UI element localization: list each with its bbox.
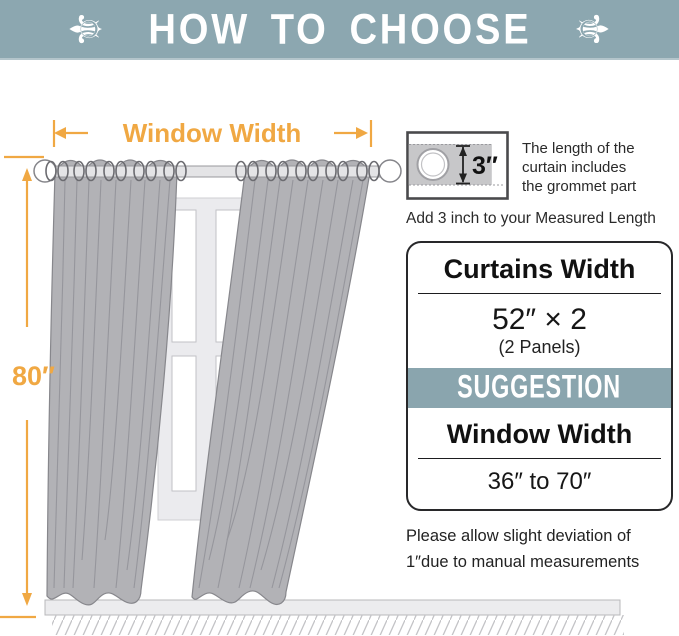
- floor: [45, 600, 624, 635]
- page-title: HOW TO CHOOSE: [147, 4, 532, 53]
- header-banner: [0, 0, 679, 60]
- window-width-header: Window Width: [446, 419, 633, 449]
- grommet-note-line-2: curtain includes: [522, 159, 627, 177]
- window-width-label: Window Width: [122, 118, 302, 148]
- height-measure: [0, 157, 55, 617]
- suggestion-table: [406, 241, 673, 511]
- grommet-size-label: 3″: [472, 152, 498, 180]
- deviation-footnote-line-1: Please allow slight deviation of: [406, 527, 631, 545]
- deviation-footnote-line-2: 1″due to manual measurements: [406, 552, 640, 571]
- curtains-width-value: 52″ × 2: [492, 303, 587, 336]
- height-label: 80″: [12, 361, 55, 391]
- fleur-de-lis-icon-right: ⚜: [566, 9, 618, 49]
- suggestion-band: [408, 368, 671, 408]
- add-length-note: Add 3 inch to your Measured Length: [406, 210, 656, 227]
- grommet-note-line-1: The length of the: [522, 140, 635, 157]
- window-width-value: 36″ to 70″: [487, 468, 592, 495]
- info-column: [406, 131, 674, 575]
- curtains-width-header: Curtains Width: [443, 254, 636, 284]
- left-curtain-panel: [47, 160, 177, 605]
- curtains-width-panels: (2 Panels): [498, 337, 581, 357]
- fleur-de-lis-icon-left: ⚜: [61, 9, 113, 49]
- grommet-detail-row: [406, 131, 674, 201]
- grommet-note-line-3: the grommet part: [522, 178, 637, 196]
- window-width-measure: [54, 118, 371, 148]
- grommet-diagram: [406, 131, 510, 201]
- deviation-footnote: [406, 524, 674, 575]
- grommet-note: [522, 139, 636, 197]
- suggestion-band-label: SUGGESTION: [457, 369, 622, 406]
